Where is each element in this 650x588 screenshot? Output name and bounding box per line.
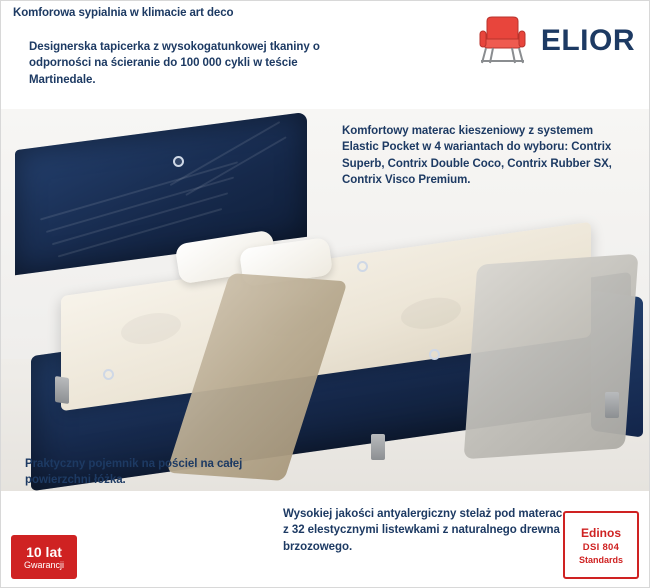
warranty-badge	[11, 535, 77, 579]
brand-name: ELIOR	[540, 24, 635, 57]
warranty-years: 10 lat	[26, 543, 62, 560]
bed-leg	[605, 392, 619, 418]
callout-text-mattress: Komfortowy materac kieszeniowy z systemem Elastic Pocket w 4 wariantach do wyboru: Contrix Superb, Contrix Double Coco, Contrix Rubber SX, Contrix Visco Premium.	[342, 125, 612, 186]
callout-text-upholstery: Designerska tapicerka z wysokogatunkowej tkaniny o odporności na ścieranie do 100 000 cykli w teście Martinedale.	[29, 41, 320, 86]
bed-leg	[371, 434, 385, 460]
warranty-label: Gwarancji	[23, 559, 64, 570]
callout-text-container: Praktyczny pojemnik na pościel na całej powierzchni łóżka.	[25, 458, 243, 487]
armchair-icon	[473, 15, 531, 67]
blanket	[464, 254, 639, 460]
certificate-code: DSI 804	[582, 541, 620, 553]
bed-leg	[55, 376, 69, 404]
callout-marker-container	[103, 369, 114, 380]
page-title: Komforowa sypialnia w klimacie art deco	[13, 7, 234, 19]
certificate-name: Edinos	[580, 525, 621, 540]
callout-text-frame: Wysokiej jakości antyalergiczny stelaż pod materac z 32 elestycznymi listewkami z naturalnego drewna brzozowego.	[283, 508, 563, 553]
certificate-standard: Standards	[578, 554, 623, 565]
callout-marker-upholstery	[173, 156, 184, 167]
callout-marker-mattress	[357, 261, 368, 272]
brand-logo	[473, 15, 635, 67]
callout-marker-frame	[429, 349, 440, 360]
certificate-badge	[563, 511, 639, 579]
